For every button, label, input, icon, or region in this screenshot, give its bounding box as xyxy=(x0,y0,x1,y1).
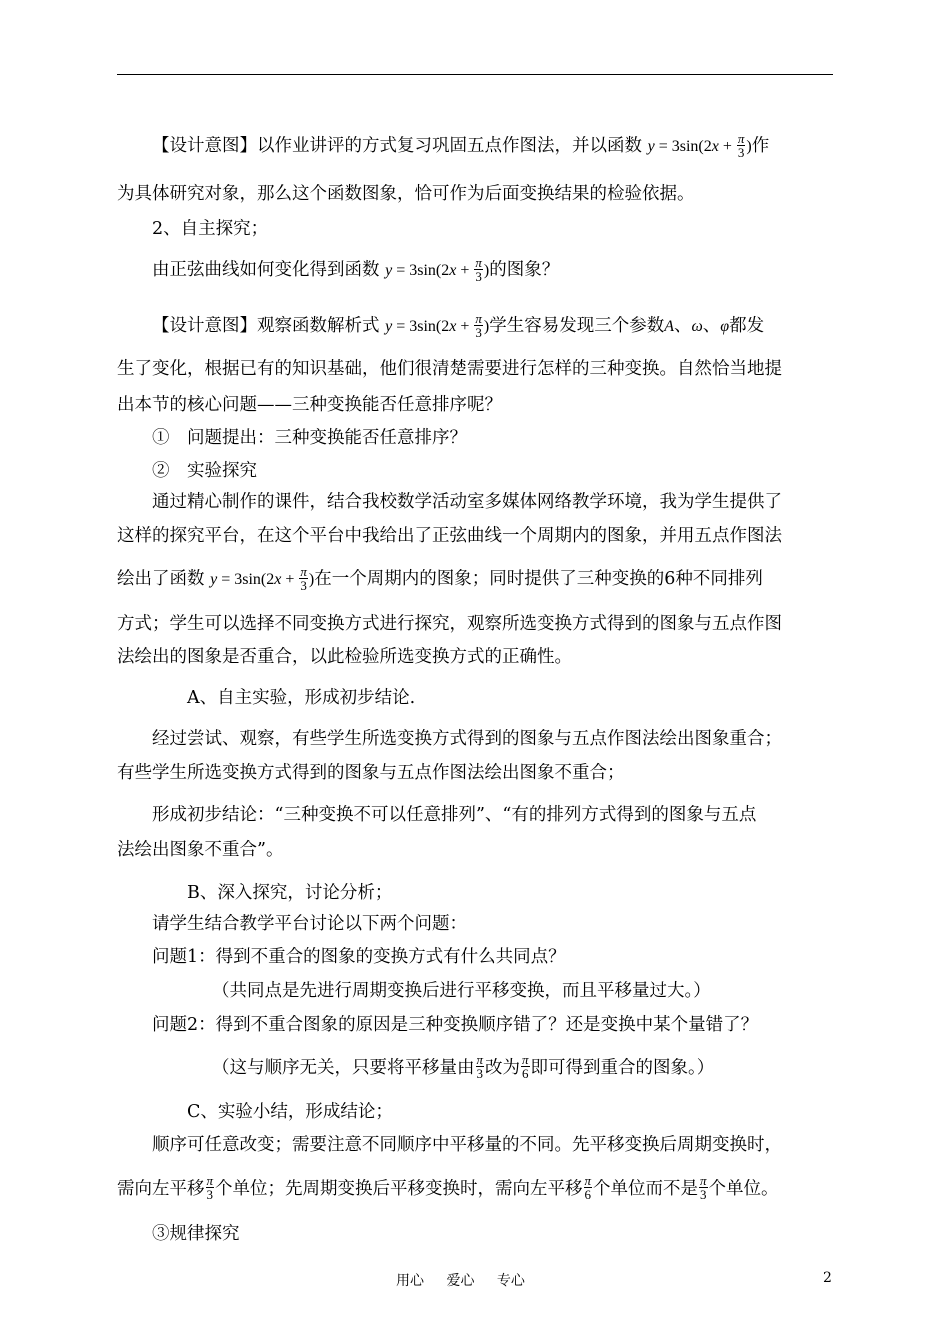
subsection-b-heading: B、深入探究，讨论分析； xyxy=(187,883,393,903)
math-text: ) xyxy=(308,571,315,589)
math-text: ) xyxy=(746,138,752,156)
text-span: 都发 xyxy=(729,316,765,337)
text-span: 个单位；先周期变换后平移变换时，需向左平移 xyxy=(215,1179,583,1199)
param-omega: ω xyxy=(691,318,703,336)
subsection-a-heading: A、自主实验，形成初步结论. xyxy=(187,688,416,708)
fraction xyxy=(521,1053,530,1080)
text-span: 的图象？ xyxy=(489,260,560,281)
math-text: + xyxy=(718,138,736,156)
platform-para-line3 xyxy=(117,564,763,594)
preliminary-conclusion-line1: 形成初步结论：“三种变换不可以任意排列”、“有的排列方式得到的图象与五点 xyxy=(152,805,757,825)
math-text: + xyxy=(281,571,299,589)
platform-para-line4: 方式；学生可以选择不同变换方式进行探究，观察所选变换方式得到的图象与五点作图 xyxy=(117,614,782,634)
math-text: ) xyxy=(483,318,490,336)
fraction xyxy=(474,256,483,283)
text-span: 即可得到重合的图象。） xyxy=(530,1058,715,1078)
math-var: x xyxy=(449,262,457,280)
math-var: x xyxy=(449,318,457,336)
numerator: π xyxy=(737,131,745,146)
denominator: 3 xyxy=(475,269,482,284)
denominator: 3 xyxy=(206,1187,213,1202)
math-text: = 3sin(2 xyxy=(654,138,712,156)
param-phi: φ xyxy=(720,318,730,336)
design-intent-1-line1 xyxy=(152,131,770,161)
math-var: y xyxy=(385,262,393,280)
subsection-c-heading: C、实验小结，形成结论； xyxy=(187,1102,393,1122)
denominator: 6 xyxy=(584,1187,592,1202)
numerator: π xyxy=(476,1052,484,1067)
math-var: y xyxy=(210,571,218,589)
fraction xyxy=(737,132,746,159)
footer-motto: 用心 爱心 专心 xyxy=(396,1273,525,1289)
preliminary-conclusion-line2: 法绘出图象不重合”。 xyxy=(117,840,284,860)
header-rule xyxy=(117,74,833,75)
question-1: 问题1：得到不重合的图象的变换方式有什么共同点？ xyxy=(152,947,566,967)
math-text: = 3sin(2 xyxy=(392,318,450,336)
text-span: 个单位而不是 xyxy=(593,1179,699,1199)
math-text: + xyxy=(456,262,474,280)
denominator: 3 xyxy=(300,578,307,593)
design-intent-1-line2: 为具体研究对象，那么这个函数图象，恰可作为后面变换结果的检验依据。 xyxy=(117,184,695,204)
text-span: 以作业讲评的方式复习巩固五点作图法，并以函数 xyxy=(257,136,642,157)
denominator: 3 xyxy=(737,145,745,160)
list-item-question: ① 问题提出：三种变换能否任意排序？ xyxy=(152,428,467,448)
platform-para-line2: 这样的探究平台，在这个平台中我给出了正弦曲线一个周期内的图象，并用五点作图法 xyxy=(117,526,782,546)
fraction xyxy=(299,565,308,592)
text-span: 需向左平移 xyxy=(117,1179,205,1199)
fraction xyxy=(584,1174,593,1201)
fraction xyxy=(474,312,483,339)
function-formula xyxy=(210,564,315,593)
page-number: 2 xyxy=(823,1270,832,1286)
function-formula xyxy=(385,311,490,340)
numerator: π xyxy=(522,1052,529,1067)
denominator: 6 xyxy=(522,1066,529,1081)
design-intent-label: 【设计意图】 xyxy=(152,316,257,337)
list-item-law-explore: ③规律探究 xyxy=(152,1224,240,1244)
section-heading-self-explore: 2、自主探究； xyxy=(152,219,269,239)
math-var: x xyxy=(711,138,719,156)
question-line xyxy=(152,255,560,285)
text-span: （这与顺序无关，只要将平移量由 xyxy=(212,1058,475,1078)
math-text: = 3sin(2 xyxy=(217,571,275,589)
text-span: 学生容易发现三个参数 xyxy=(489,316,665,337)
math-var: x xyxy=(274,571,282,589)
summary-line1: 顺序可任意改变；需要注意不同顺序中平移量的不同。先平移变换后周期变换时， xyxy=(152,1135,782,1155)
text-span: 在一个周期内的图象；同时提供了三种变换的6种不同排列 xyxy=(314,569,763,590)
text-span: 、 xyxy=(702,316,721,337)
summary-line2 xyxy=(117,1173,779,1203)
text-span: 由正弦曲线如何变化得到函数 xyxy=(152,260,380,281)
platform-para-line5: 法绘出的图象是否重合，以此检验所选变换方式的正确性。 xyxy=(117,647,572,667)
text-span: 改为 xyxy=(485,1058,521,1078)
denominator: 3 xyxy=(475,325,482,340)
numerator: π xyxy=(206,1173,214,1188)
design-intent-2-line1 xyxy=(152,311,765,341)
math-text: ) xyxy=(483,262,490,280)
numerator: π xyxy=(300,564,307,579)
text-span: 观察函数解析式 xyxy=(257,316,380,337)
question-2: 问题2：得到不重合图象的原因是三种变换顺序错了？还是变换中某个量错了？ xyxy=(152,1015,759,1035)
text-span: 、 xyxy=(673,316,692,337)
observation-line1: 经过尝试、观察，有些学生所选变换方式得到的图象与五点作图法绘出图象重合； xyxy=(152,729,782,749)
design-intent-2-line3: 出本节的核心问题——三种变换能否任意排序呢？ xyxy=(117,395,502,415)
design-intent-2-line2: 生了变化，根据已有的知识基础，他们很清楚需要进行怎样的三种变换。自然恰当地提 xyxy=(117,359,782,379)
param-a: A xyxy=(664,318,674,336)
fraction xyxy=(476,1053,485,1080)
text-span: 个单位。 xyxy=(708,1179,779,1199)
design-intent-label: 【设计意图】 xyxy=(152,136,257,157)
function-formula xyxy=(647,131,752,160)
numerator: π xyxy=(584,1173,592,1188)
math-text: = 3sin(2 xyxy=(392,262,450,280)
platform-para-line1: 通过精心制作的课件，结合我校数学活动室多媒体网络教学环境，我为学生提供了 xyxy=(152,492,782,512)
denominator: 3 xyxy=(476,1066,483,1081)
list-item-experiment: ② 实验探究 xyxy=(152,461,257,481)
math-text: + xyxy=(456,318,474,336)
numerator: π xyxy=(700,1173,707,1188)
answer-2 xyxy=(212,1052,715,1082)
text-span: 作 xyxy=(751,136,770,157)
math-var: y xyxy=(385,318,393,336)
answer-1: （共同点是先进行周期变换后进行平移变换，而且平移量过大。） xyxy=(212,981,711,1001)
math-var: y xyxy=(647,138,655,156)
discussion-intro: 请学生结合教学平台讨论以下两个问题： xyxy=(152,914,467,934)
numerator: π xyxy=(475,255,482,270)
numerator: π xyxy=(475,311,482,326)
function-formula xyxy=(385,255,490,284)
fraction xyxy=(699,1174,708,1201)
observation-line2: 有些学生所选变换方式得到的图象与五点作图法绘出图象不重合； xyxy=(117,763,625,783)
text-span: 绘出了函数 xyxy=(117,569,205,590)
denominator: 3 xyxy=(700,1187,707,1202)
fraction xyxy=(206,1174,215,1201)
